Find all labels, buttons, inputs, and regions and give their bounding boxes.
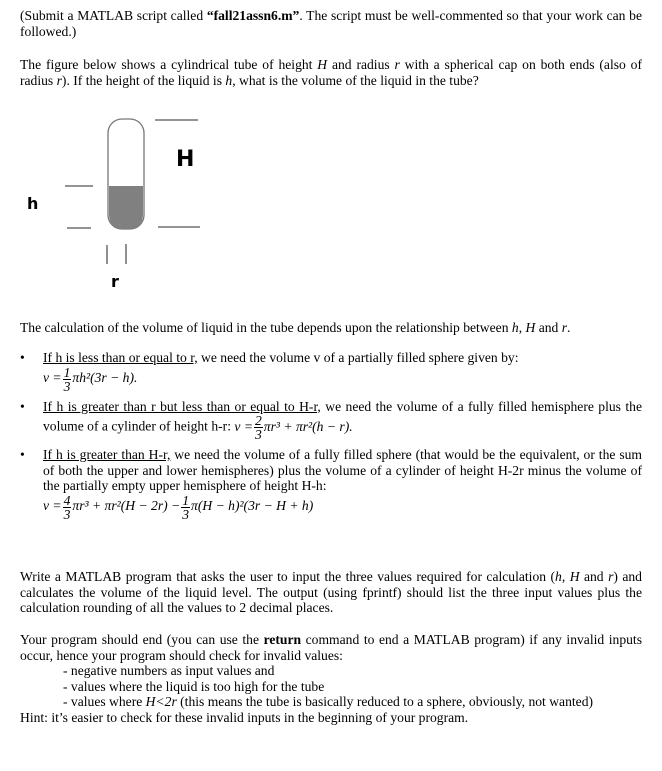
tube-diagram xyxy=(0,100,260,300)
text: we need the volume of a fully filled sphere (that would be the equivalent, or the sum of both the upper and lower hemispheres) plus the volume of a cylinder of height H-2r minus the volume of the partially empty upper hemisphere of height H-h: xyxy=(43,447,642,493)
num: 1 xyxy=(182,492,190,508)
invalid-item xyxy=(20,694,642,710)
H-label: H xyxy=(176,147,195,172)
num: 4 xyxy=(63,492,71,508)
condition: If h is greater than r but less than or equal to H-r, xyxy=(43,398,321,414)
var: r xyxy=(561,320,568,335)
figure-description xyxy=(20,57,642,88)
write-paragraph xyxy=(20,569,642,616)
var: h xyxy=(225,72,233,88)
liquid-fill xyxy=(109,186,143,229)
num: 2 xyxy=(255,413,262,428)
mid: πr³ + πr²(H − 2r) − xyxy=(72,498,181,514)
h-label: h xyxy=(27,194,39,213)
lhs: v = xyxy=(234,418,253,434)
var: H xyxy=(525,320,536,335)
var: r xyxy=(608,569,614,584)
text: , xyxy=(518,320,526,335)
text: The figure below shows a cylindrical tube of height xyxy=(20,57,318,72)
case-item xyxy=(0,447,642,521)
text: and xyxy=(579,569,609,584)
var: h, H xyxy=(555,569,580,584)
den: 3 xyxy=(255,427,262,442)
text: and radius xyxy=(327,57,395,72)
case-item xyxy=(0,399,642,442)
case-list xyxy=(0,350,642,527)
num: 1 xyxy=(63,364,71,380)
condition: If h is less than or equal to r, xyxy=(43,350,198,365)
invalid-item: - values where the liquid is too high for the tube xyxy=(63,678,325,694)
formula xyxy=(43,364,138,394)
rest: πr³ + πr²(h − r). xyxy=(263,418,353,434)
den: 3 xyxy=(63,506,71,522)
var: h xyxy=(511,320,519,335)
lhs: v = xyxy=(43,370,62,386)
rest: πh²(3r − h). xyxy=(72,370,138,386)
text: command to end a MATLAB program) if any invalid inputs occur, hence your program should check for invalid values: xyxy=(20,632,642,663)
text: we need the volume of a fully filled hemisphere plus the volume of a cylinder of height h-r: xyxy=(43,398,642,434)
filename: “fall21assn6.m” xyxy=(206,8,300,23)
fraction xyxy=(63,366,72,393)
keyword: return xyxy=(263,632,302,647)
text: we need the volume v of a partially filled sphere given by: xyxy=(197,350,519,365)
text: with a spherical cap on both ends (also of radius xyxy=(20,57,642,88)
text: ). If the height of the liquid is xyxy=(61,72,226,88)
den: 3 xyxy=(63,378,71,394)
text: (this means the tube is basically reduced to a sphere, obviously, not wanted) xyxy=(176,694,594,709)
text: ) and calculates the volume of the liquid level. The output (using fprintf) should list the three input values plus the calculation rounding of all the values to 2 decimal places. xyxy=(20,569,642,615)
rest: π(H − h)²(3r − H + h) xyxy=(191,498,314,514)
fraction xyxy=(63,494,72,521)
invalid-item: - negative numbers as input values and xyxy=(63,663,275,678)
invalid-paragraph xyxy=(20,632,642,725)
text: and xyxy=(535,320,562,335)
var: r xyxy=(394,57,400,72)
text: . xyxy=(567,320,571,335)
var: H xyxy=(317,57,328,72)
case-item xyxy=(0,350,642,393)
text: The calculation of the volume of liquid in the tube depends upon the relationship between xyxy=(20,320,512,335)
intro-paragraph xyxy=(20,8,642,39)
formula xyxy=(234,413,353,442)
condition: If h is greater than H-r, xyxy=(43,447,171,462)
text: Your program should end (you can use the xyxy=(20,632,264,647)
r-label: r xyxy=(111,272,119,291)
text: (Submit a MATLAB script called xyxy=(20,8,207,23)
fraction xyxy=(254,414,263,441)
hint: Hint: it’s easier to check for these invalid inputs in the beginning of your program. xyxy=(20,709,469,725)
lhs: v = xyxy=(43,498,62,514)
tube-figure xyxy=(0,100,260,300)
text: , what is the volume of the liquid in the tube? xyxy=(232,72,479,88)
text: - values where xyxy=(63,694,146,709)
var: H<2r xyxy=(145,694,177,709)
formula xyxy=(43,492,314,522)
fraction xyxy=(181,494,190,521)
calc-paragraph xyxy=(20,320,642,336)
text: Write a MATLAB program that asks the user to input the three values required for calculation ( xyxy=(20,569,556,584)
den: 3 xyxy=(182,506,190,522)
var: r xyxy=(56,72,62,88)
text: . The script must be well-commented so that your work can be followed.) xyxy=(20,8,642,39)
